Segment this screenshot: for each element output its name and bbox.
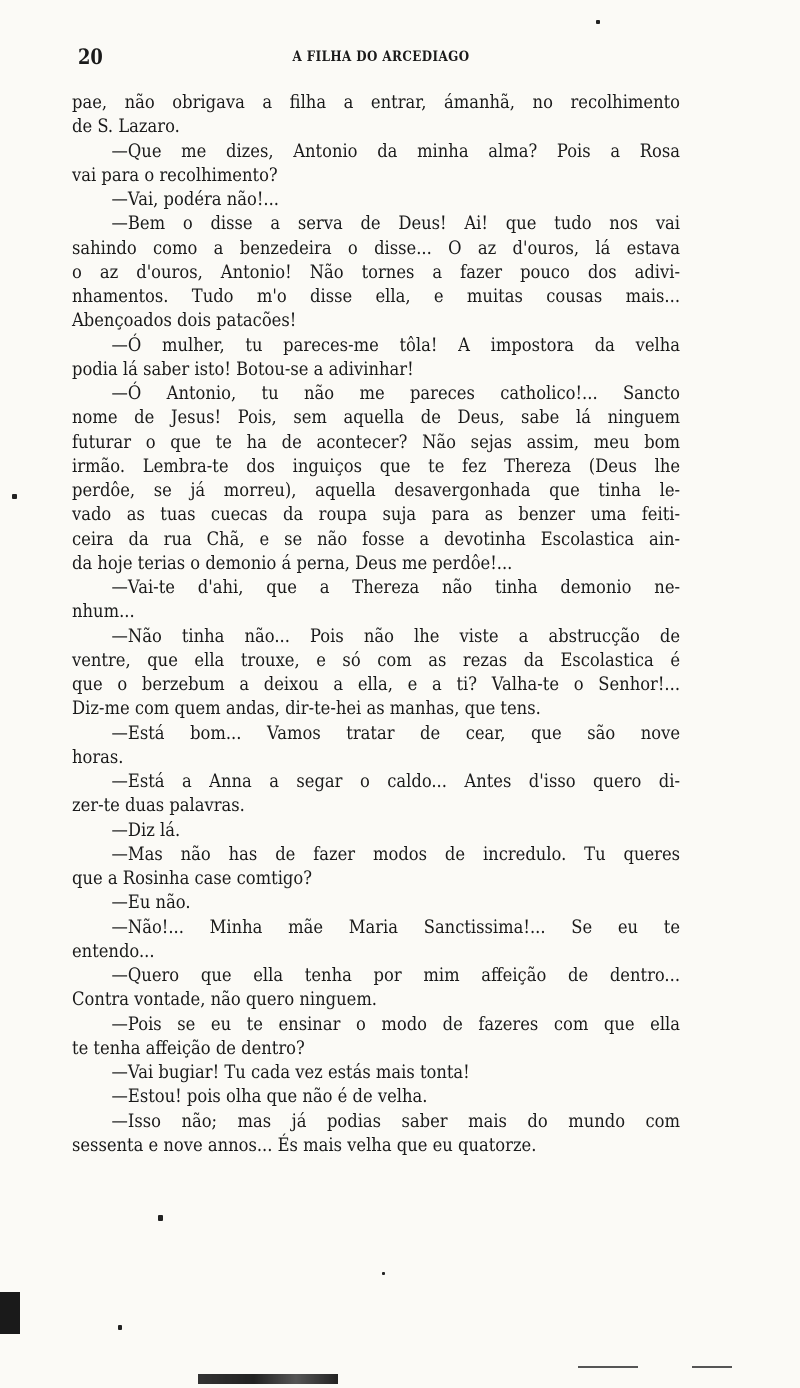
text-line: podia lá saber isto! Botou-se a adivinhar! xyxy=(72,357,414,380)
scan-bar xyxy=(198,1374,338,1384)
text-line: te tenha affeição de dentro? xyxy=(72,1036,305,1059)
scan-speck xyxy=(158,1215,163,1221)
text-line: de S. Lazaro. xyxy=(72,115,180,138)
text-line: —Diz lá. xyxy=(111,818,181,841)
text-line: —Vai bugiar! Tu cada vez estás mais tonta! xyxy=(111,1061,470,1083)
text-line: —Bem o disse a serva de Deus! Ai! que tudo nos vai xyxy=(111,212,681,235)
text-line: —Ó mulher, tu pareces-me tôla! A impostora da velha xyxy=(111,333,681,356)
text-line: Abençoados dois patacões! xyxy=(72,309,297,332)
text-line: —Quero que ella tenha por mim affeição de dentro... xyxy=(111,964,681,986)
text-line: —Mas não has de fazer modos de incredulo. Tu queres xyxy=(111,842,681,865)
text-line: —Está a Anna a segar o caldo... Antes d'isso quero di- xyxy=(111,770,681,792)
text-line: nome de Jesus! Pois, sem aquella de Deus, sabe lá ninguem xyxy=(72,406,681,429)
page-number: 20 xyxy=(78,44,103,69)
text-line: nhum... xyxy=(72,600,135,623)
text-line: entendo... xyxy=(72,939,155,962)
text-line: —Não tinha não... Pois não lhe viste a abstrucção de xyxy=(111,624,681,647)
text-line: Contra vontade, não quero ninguem. xyxy=(72,988,378,1011)
text-line: Diz-me com quem andas, dir-te-hei as manhas, que tens. xyxy=(72,697,541,720)
text-line: —Ó Antonio, tu não me pareces catholico!... Sancto xyxy=(111,382,681,404)
text-line: —Vai, podéra não!... xyxy=(111,188,279,210)
text-line: futurar o que te ha de acontecer? Não sejas assim, meu bom xyxy=(72,430,681,453)
text-line: sessenta e nove annos... És mais velha que eu quatorze. xyxy=(72,1133,537,1156)
text-line: irmão. Lembra-te dos inguiços que te fez Thereza (Deus lhe xyxy=(72,454,681,477)
text-line: perdôe, se já morreu), aquella desavergonhada que tinha le- xyxy=(72,479,681,501)
text-line: nhamentos. Tudo m'o disse ella, e muitas cousas mais... xyxy=(72,285,681,307)
scan-speck xyxy=(596,20,600,24)
scan-dash xyxy=(578,1366,638,1368)
scan-dash xyxy=(692,1366,732,1368)
text-line: ceira da rua Chã, e se não fosse a devotinha Escolastica ain- xyxy=(72,527,681,550)
text-line: da hoje terias o demonio á perna, Deus me perdôe!... xyxy=(72,551,513,574)
text-line: ventre, que ella trouxe, e só com as rezas da Escolastica é xyxy=(72,648,681,671)
text-line: que a Rosinha case comtigo? xyxy=(72,867,312,889)
text-line: que o berzebum a deixou a ella, e a ti? Valha-te o Senhor!... xyxy=(72,673,681,695)
text-line: vai para o recolhimento? xyxy=(72,163,278,186)
text-line: horas. xyxy=(72,745,124,768)
text-line: —Estou! pois olha que não é de velha. xyxy=(111,1085,428,1108)
body-text xyxy=(72,90,680,1157)
text-line: —Não!... Minha mãe Maria Sanctissima!... Se eu te xyxy=(111,915,681,938)
text-line: vado as tuas cuecas da roupa suja para as benzer uma feiti- xyxy=(72,503,681,526)
text-line: —Que me dizes, Antonio da minha alma? Pois a Rosa xyxy=(111,139,681,162)
text-line: —Está bom... Vamos tratar de cear, que são nove xyxy=(111,721,681,744)
text-line: zer-te duas palavras. xyxy=(72,794,245,817)
scan-speck xyxy=(12,494,17,499)
scan-smudge xyxy=(0,1292,20,1334)
text-line: —Isso não; mas já podias saber mais do mundo com xyxy=(111,1109,681,1132)
text-line: o az d'ouros, Antonio! Não tornes a fazer pouco dos adivi- xyxy=(72,260,681,283)
text-line: sahindo como a benzedeira o disse... O az d'ouros, lá estava xyxy=(72,236,681,259)
running-title: A FILHA DO ARCEDIAGO xyxy=(292,49,470,65)
text-line: —Eu não. xyxy=(111,891,191,914)
text-line: —Pois se eu te ensinar o modo de fazeres com que ella xyxy=(111,1012,681,1035)
text-line: —Vai-te d'ahi, que a Thereza não tinha demonio ne- xyxy=(111,576,681,598)
page-header xyxy=(78,44,684,76)
scan-speck xyxy=(382,1272,385,1275)
scan-speck xyxy=(118,1325,122,1330)
text-line: pae, não obrigava a filha a entrar, ámanhã, no recolhimento xyxy=(72,91,681,113)
